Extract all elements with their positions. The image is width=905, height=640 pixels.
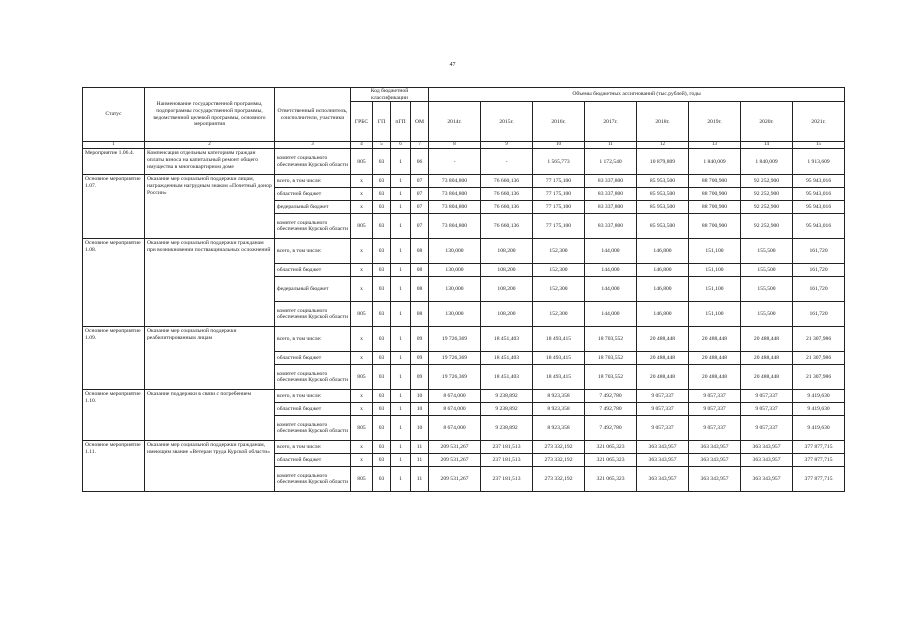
- code-pgp: 1: [391, 327, 411, 352]
- budget-value: 77 175,100: [533, 201, 585, 214]
- measure-status: Основное мероприятие 1.07.: [83, 175, 145, 239]
- budget-value: 18 493,415: [533, 365, 585, 390]
- budget-value: 377 877,715: [793, 467, 845, 492]
- header-year: 2020г.: [741, 102, 793, 142]
- code-pgp: 1: [391, 214, 411, 239]
- table-row: [83, 390, 845, 403]
- header-code-col: ГРБС: [351, 102, 373, 142]
- header-year: 2017г.: [585, 102, 637, 142]
- budget-value: 20 488,448: [689, 352, 741, 365]
- budget-value: 155,500: [741, 302, 793, 327]
- budget-value: 377 877,715: [793, 441, 845, 454]
- measure-name: Оказание мер социальной поддержки лицам, награжденным нагрудным знаком «Почетный донор России»: [145, 175, 275, 239]
- code-pgp: 1: [391, 302, 411, 327]
- budget-value: 8 674,000: [429, 416, 481, 441]
- header-year: 2018г.: [637, 102, 689, 142]
- code-gp: 03: [373, 416, 391, 441]
- page-number: 47: [449, 62, 456, 68]
- budget-value: 363 343,957: [689, 441, 741, 454]
- code-grbs: х: [351, 239, 373, 264]
- budget-value: 130,000: [429, 264, 481, 277]
- budget-value: 152,300: [533, 239, 585, 264]
- budget-value: 9 238,892: [481, 403, 533, 416]
- column-number: 15: [793, 142, 845, 149]
- measure-name: Компенсация отдельным категориям граждан оплаты взноса на капитальный ремонт общего имущества в многоквартирном доме: [145, 149, 275, 175]
- responsible-party: всего, в том числе:: [275, 175, 351, 188]
- responsible-party: всего, в том числе:: [275, 327, 351, 352]
- header-code-col: пГП: [391, 102, 411, 142]
- budget-value: 8 923,358: [533, 403, 585, 416]
- responsible-party: областной бюджет: [275, 352, 351, 365]
- code-om: 08: [411, 302, 429, 327]
- budget-value: 88 700,900: [689, 214, 741, 239]
- code-gp: 03: [373, 403, 391, 416]
- responsible-party: комитет социального обеспечения Курской области: [275, 214, 351, 239]
- budget-value: 76 660,136: [481, 201, 533, 214]
- column-number: 2: [145, 142, 275, 149]
- header-responsible: Ответственный исполнитель, соисполнители, участники: [275, 88, 351, 142]
- budget-table-body: [83, 149, 845, 492]
- code-gp: 03: [373, 149, 391, 175]
- code-grbs: 805: [351, 416, 373, 441]
- budget-value: 9 057,337: [637, 416, 689, 441]
- budget-value: 95 943,016: [793, 214, 845, 239]
- budget-value: 363 343,957: [689, 454, 741, 467]
- code-pgp: 1: [391, 416, 411, 441]
- budget-value: 9 057,337: [689, 390, 741, 403]
- measure-status: Мероприятие 1.06.4.: [83, 149, 145, 175]
- budget-value: 20 488,448: [637, 327, 689, 352]
- code-om: 08: [411, 264, 429, 277]
- budget-value: 363 343,957: [637, 441, 689, 454]
- budget-value: 144,000: [585, 264, 637, 277]
- table-row: [83, 149, 845, 175]
- code-gp: 03: [373, 277, 391, 302]
- budget-value: 155,500: [741, 277, 793, 302]
- column-number: 5: [373, 142, 391, 149]
- responsible-party: комитет социального обеспечения Курской области: [275, 302, 351, 327]
- budget-value: 77 175,100: [533, 214, 585, 239]
- code-om: 09: [411, 327, 429, 352]
- budget-value: 92 252,900: [741, 175, 793, 188]
- budget-value: 108,200: [481, 302, 533, 327]
- budget-value: 155,500: [741, 264, 793, 277]
- code-om: 06: [411, 149, 429, 175]
- budget-value: 1 565,773: [533, 149, 585, 175]
- code-pgp: 1: [391, 467, 411, 492]
- budget-value: 8 674,000: [429, 403, 481, 416]
- code-om: 07: [411, 201, 429, 214]
- budget-value: 9 419,630: [793, 403, 845, 416]
- budget-value: 363 343,957: [689, 467, 741, 492]
- budget-value: 19 726,369: [429, 352, 481, 365]
- budget-value: 83 337,800: [585, 188, 637, 201]
- code-grbs: х: [351, 352, 373, 365]
- budget-value: 20 488,448: [689, 365, 741, 390]
- code-pgp: 1: [391, 201, 411, 214]
- budget-value: 76 660,136: [481, 188, 533, 201]
- budget-value: 273 332,192: [533, 441, 585, 454]
- code-om: 11: [411, 441, 429, 454]
- budget-value: 9 238,892: [481, 416, 533, 441]
- code-om: 10: [411, 390, 429, 403]
- budget-value: 144,000: [585, 302, 637, 327]
- budget-value: 161,720: [793, 277, 845, 302]
- budget-value: 88 700,900: [689, 188, 741, 201]
- code-gp: 03: [373, 327, 391, 352]
- budget-value: 321 065,323: [585, 454, 637, 467]
- budget-value: 130,000: [429, 302, 481, 327]
- code-pgp: 1: [391, 188, 411, 201]
- code-gp: 03: [373, 239, 391, 264]
- budget-value: 73 804,800: [429, 214, 481, 239]
- budget-value: 108,200: [481, 239, 533, 264]
- code-om: 08: [411, 277, 429, 302]
- budget-value: 8 923,358: [533, 390, 585, 403]
- budget-value: 20 488,448: [689, 327, 741, 352]
- responsible-party: всего, в том числе:: [275, 441, 351, 454]
- budget-value: 151,100: [689, 302, 741, 327]
- responsible-party: всего, в том числе:: [275, 390, 351, 403]
- measure-name: Оказание мер социальной поддержки реабилитированным лицам: [145, 327, 275, 390]
- budget-value: 88 700,900: [689, 201, 741, 214]
- budget-value: 152,300: [533, 302, 585, 327]
- budget-value: 9 419,630: [793, 390, 845, 403]
- header-year: 2014г.: [429, 102, 481, 142]
- column-number: 8: [429, 142, 481, 149]
- code-pgp: 1: [391, 454, 411, 467]
- budget-value: 10 879,809: [637, 149, 689, 175]
- budget-value: 18 703,552: [585, 352, 637, 365]
- responsible-party: комитет социального обеспечения Курской области: [275, 467, 351, 492]
- budget-value: 18 493,415: [533, 327, 585, 352]
- header-year: 2015г.: [481, 102, 533, 142]
- budget-value: 9 057,337: [741, 390, 793, 403]
- code-pgp: 1: [391, 352, 411, 365]
- budget-value: 83 337,800: [585, 214, 637, 239]
- budget-value: 85 953,500: [637, 188, 689, 201]
- budget-value: 1 172,540: [585, 149, 637, 175]
- table-row: [83, 175, 845, 188]
- budget-value: 9 057,337: [689, 416, 741, 441]
- code-grbs: 805: [351, 214, 373, 239]
- budget-value: 7 492,780: [585, 403, 637, 416]
- budget-value: 9 057,337: [741, 403, 793, 416]
- budget-value: 18 451,403: [481, 365, 533, 390]
- budget-value: 20 488,448: [741, 352, 793, 365]
- budget-value: 9 057,337: [637, 390, 689, 403]
- column-number: 9: [481, 142, 533, 149]
- code-gp: 03: [373, 365, 391, 390]
- header-name: Наименование государственной программы, подпрограммы государственной программы, ведомственной целевой программы, основного мероприятия: [145, 88, 275, 142]
- header-year: 2016г.: [533, 102, 585, 142]
- budget-value: 8 674,000: [429, 390, 481, 403]
- budget-value: 363 343,957: [741, 467, 793, 492]
- responsible-party: федеральный бюджет: [275, 201, 351, 214]
- responsible-party: комитет социального обеспечения Курской области: [275, 365, 351, 390]
- code-pgp: 1: [391, 149, 411, 175]
- budget-value: 21 307,986: [793, 365, 845, 390]
- column-number: 10: [533, 142, 585, 149]
- budget-value: 85 953,500: [637, 214, 689, 239]
- code-gp: 03: [373, 188, 391, 201]
- responsible-party: областной бюджет: [275, 264, 351, 277]
- column-number: 12: [637, 142, 689, 149]
- budget-value: 77 175,100: [533, 188, 585, 201]
- column-number: 7: [411, 142, 429, 149]
- budget-value: 209 531,267: [429, 467, 481, 492]
- code-gp: 03: [373, 390, 391, 403]
- budget-value: 146,800: [637, 264, 689, 277]
- budget-value: 363 343,957: [741, 441, 793, 454]
- budget-value: 18 493,415: [533, 352, 585, 365]
- budget-value: 18 703,552: [585, 327, 637, 352]
- column-number: 6: [391, 142, 411, 149]
- code-om: 07: [411, 188, 429, 201]
- budget-value: 151,100: [689, 277, 741, 302]
- header-status: Статус: [83, 88, 145, 142]
- measure-name: Оказание мер социальной поддержки гражданам, имеющим звание «Ветеран труда Курской области»: [145, 441, 275, 492]
- header-code-col: ГП: [373, 102, 391, 142]
- responsible-party: комитет социального обеспечения Курской области: [275, 416, 351, 441]
- budget-value: 21 307,986: [793, 352, 845, 365]
- code-om: 07: [411, 175, 429, 188]
- budget-value: 151,100: [689, 239, 741, 264]
- measure-status: Основное мероприятие 1.11.: [83, 441, 145, 492]
- budget-value: 1 840,009: [741, 149, 793, 175]
- budget-value: 95 943,016: [793, 201, 845, 214]
- budget-value: 146,800: [637, 239, 689, 264]
- budget-value: 92 252,900: [741, 214, 793, 239]
- column-number: 4: [351, 142, 373, 149]
- budget-value: 85 953,500: [637, 175, 689, 188]
- budget-value: 9 057,337: [741, 416, 793, 441]
- code-grbs: х: [351, 277, 373, 302]
- budget-value: 209 531,267: [429, 441, 481, 454]
- budget-value: 1 913,609: [793, 149, 845, 175]
- code-pgp: 1: [391, 441, 411, 454]
- responsible-party: областной бюджет: [275, 454, 351, 467]
- budget-value: 321 065,323: [585, 467, 637, 492]
- budget-value: 9 238,892: [481, 390, 533, 403]
- column-number: 11: [585, 142, 637, 149]
- code-om: 07: [411, 214, 429, 239]
- budget-value: 152,300: [533, 264, 585, 277]
- code-grbs: 805: [351, 467, 373, 492]
- budget-value: 146,800: [637, 302, 689, 327]
- budget-value: 363 343,957: [741, 454, 793, 467]
- budget-value: 146,800: [637, 277, 689, 302]
- code-gp: 03: [373, 302, 391, 327]
- budget-value: 1 840,009: [689, 149, 741, 175]
- budget-value: -: [481, 149, 533, 175]
- code-grbs: 805: [351, 149, 373, 175]
- code-om: 09: [411, 365, 429, 390]
- code-om: 11: [411, 467, 429, 492]
- budget-value: 152,300: [533, 277, 585, 302]
- budget-value: 19 726,369: [429, 327, 481, 352]
- budget-value: 7 492,780: [585, 416, 637, 441]
- code-om: 09: [411, 352, 429, 365]
- code-pgp: 1: [391, 390, 411, 403]
- measure-name: Оказание мер социальной поддержки гражданам при возникновении поствакцинальных осложнений: [145, 239, 275, 327]
- budget-value: 92 252,900: [741, 201, 793, 214]
- code-gp: 03: [373, 214, 391, 239]
- code-grbs: 805: [351, 302, 373, 327]
- budget-value: -: [429, 149, 481, 175]
- code-gp: 03: [373, 175, 391, 188]
- code-grbs: х: [351, 403, 373, 416]
- budget-value: 73 804,800: [429, 188, 481, 201]
- code-grbs: х: [351, 175, 373, 188]
- code-grbs: х: [351, 201, 373, 214]
- budget-value: 144,000: [585, 277, 637, 302]
- code-gp: 03: [373, 264, 391, 277]
- budget-value: 363 343,957: [637, 454, 689, 467]
- budget-value: 95 943,016: [793, 175, 845, 188]
- code-om: 10: [411, 403, 429, 416]
- code-gp: 03: [373, 441, 391, 454]
- measure-status: Основное мероприятие 1.10.: [83, 390, 145, 441]
- budget-value: 77 175,100: [533, 175, 585, 188]
- budget-value: 9 057,337: [689, 403, 741, 416]
- budget-value: 161,720: [793, 302, 845, 327]
- budget-value: 76 660,136: [481, 175, 533, 188]
- responsible-party: областной бюджет: [275, 403, 351, 416]
- budget-value: 273 332,192: [533, 454, 585, 467]
- budget-value: 21 307,986: [793, 327, 845, 352]
- budget-value: 9 057,337: [637, 403, 689, 416]
- header-year: 2019г.: [689, 102, 741, 142]
- budget-value: 73 804,800: [429, 201, 481, 214]
- budget-value: 76 660,136: [481, 214, 533, 239]
- budget-value: 377 877,715: [793, 454, 845, 467]
- column-number: 14: [741, 142, 793, 149]
- code-grbs: х: [351, 390, 373, 403]
- table-row: [83, 327, 845, 352]
- code-om: 11: [411, 454, 429, 467]
- budget-value: 237 181,513: [481, 454, 533, 467]
- budget-value: 20 488,448: [741, 365, 793, 390]
- header-volumes-group: Объемы бюджетных ассигнований (тыс.рублей), годы: [429, 88, 845, 102]
- code-pgp: 1: [391, 175, 411, 188]
- table-row: [83, 441, 845, 454]
- measure-status: Основное мероприятие 1.08.: [83, 239, 145, 327]
- budget-value: 144,000: [585, 239, 637, 264]
- code-pgp: 1: [391, 403, 411, 416]
- code-gp: 03: [373, 352, 391, 365]
- header-code-group: Код бюджетной классификации: [351, 88, 429, 102]
- responsible-party: областной бюджет: [275, 188, 351, 201]
- column-number: 3: [275, 142, 351, 149]
- budget-value: 20 488,448: [741, 327, 793, 352]
- budget-value: 20 488,448: [637, 352, 689, 365]
- budget-value: 18 451,403: [481, 327, 533, 352]
- budget-value: 209 531,267: [429, 454, 481, 467]
- code-grbs: х: [351, 327, 373, 352]
- budget-value: 18 703,552: [585, 365, 637, 390]
- code-grbs: х: [351, 441, 373, 454]
- code-gp: 03: [373, 467, 391, 492]
- budget-value: 83 337,800: [585, 201, 637, 214]
- budget-value: 20 488,448: [637, 365, 689, 390]
- code-pgp: 1: [391, 277, 411, 302]
- column-number: 1: [83, 142, 145, 149]
- budget-value: 155,500: [741, 239, 793, 264]
- column-number: 13: [689, 142, 741, 149]
- budget-value: 85 953,500: [637, 201, 689, 214]
- budget-value: 130,000: [429, 277, 481, 302]
- header-code-col: ОМ: [411, 102, 429, 142]
- budget-value: 88 700,900: [689, 175, 741, 188]
- budget-value: 108,200: [481, 277, 533, 302]
- measure-name: Оказание поддержки в связи с погребением: [145, 390, 275, 441]
- budget-value: 161,720: [793, 264, 845, 277]
- budget-value: 363 343,957: [637, 467, 689, 492]
- budget-value: 108,200: [481, 264, 533, 277]
- responsible-party: всего, в том числе:: [275, 239, 351, 264]
- code-grbs: х: [351, 264, 373, 277]
- code-gp: 03: [373, 454, 391, 467]
- budget-allocation-table: [82, 87, 845, 492]
- code-pgp: 1: [391, 264, 411, 277]
- responsible-party: комитет социального обеспечения Курской области: [275, 149, 351, 175]
- budget-value: 130,000: [429, 239, 481, 264]
- budget-value: 9 419,630: [793, 416, 845, 441]
- code-om: 08: [411, 239, 429, 264]
- code-gp: 03: [373, 201, 391, 214]
- measure-status: Основное мероприятие 1.09.: [83, 327, 145, 390]
- table-row: [83, 239, 845, 264]
- code-grbs: х: [351, 454, 373, 467]
- budget-value: 237 181,513: [481, 467, 533, 492]
- budget-value: 83 337,800: [585, 175, 637, 188]
- budget-value: 321 065,323: [585, 441, 637, 454]
- code-grbs: 805: [351, 365, 373, 390]
- budget-value: 8 923,358: [533, 416, 585, 441]
- code-pgp: 1: [391, 365, 411, 390]
- budget-value: 151,100: [689, 264, 741, 277]
- budget-value: 161,720: [793, 239, 845, 264]
- budget-value: 18 451,403: [481, 352, 533, 365]
- code-grbs: х: [351, 188, 373, 201]
- code-pgp: 1: [391, 239, 411, 264]
- code-om: 10: [411, 416, 429, 441]
- budget-value: 73 804,800: [429, 175, 481, 188]
- budget-value: 237 181,513: [481, 441, 533, 454]
- budget-value: 19 726,369: [429, 365, 481, 390]
- budget-value: 7 492,780: [585, 390, 637, 403]
- budget-value: 95 943,016: [793, 188, 845, 201]
- header-year: 2021г.: [793, 102, 845, 142]
- budget-value: 92 252,900: [741, 188, 793, 201]
- budget-value: 273 332,192: [533, 467, 585, 492]
- responsible-party: федеральный бюджет: [275, 277, 351, 302]
